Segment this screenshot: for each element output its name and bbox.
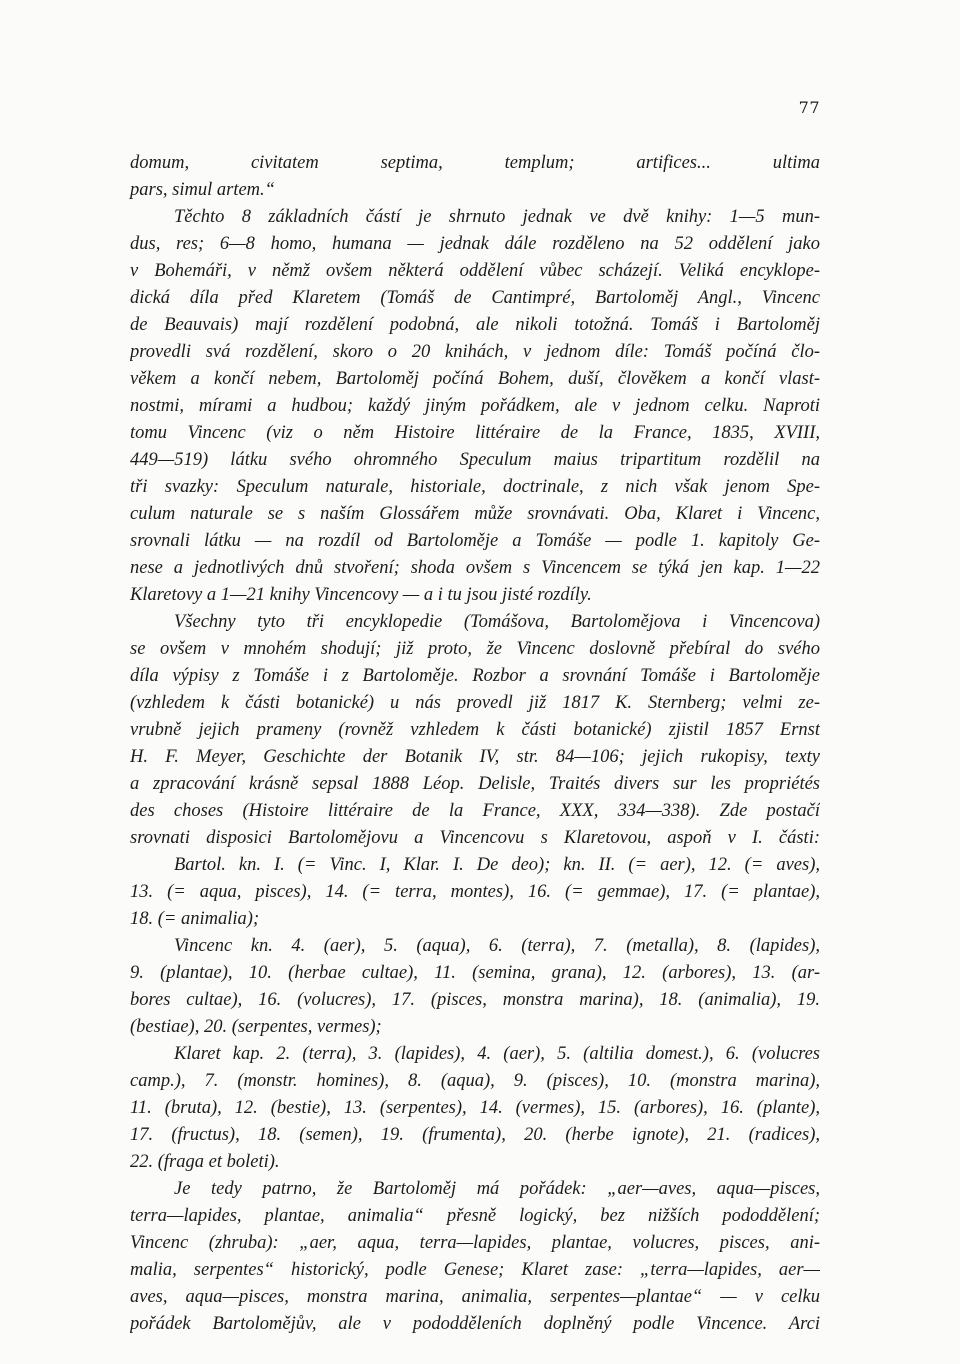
text-line: pořádek Bartolomějův, ale v pododděleních doplněný podle Vincence. Arci xyxy=(130,1314,820,1334)
text-line: 9. (plantae), 10. (herbae cultae), 11. (semina, grana), 12. (arbores), 13. (ar- xyxy=(130,963,820,983)
text-line: Klaret kap. 2. (terra), 3. (lapides), 4. (aer), 5. (altilia domest.), 6. (volucres xyxy=(174,1044,820,1064)
text-line: srovnali látku — na rozdíl od Bartoloměje a Tomáše — podle 1. kapitoly Ge- xyxy=(130,531,820,551)
page-number: 77 xyxy=(798,98,820,117)
text-line: 13. (= aqua, pisces), 14. (= terra, montes), 16. (= gemmae), 17. (= plantae), xyxy=(130,882,820,902)
text-line: des choses (Histoire littéraire de la France, XXX, 334—338). Zde postačí xyxy=(130,801,820,821)
text-line: de Beauvais) mají rozdělení podobná, ale nikoli totožná. Tomáš i Bartoloměj xyxy=(130,315,820,335)
text-line: terra—lapides, plantae, animalia“ přesně logický, bez nižších pododdělení; xyxy=(130,1206,820,1226)
text-line: se ovšem v mnohém shodují; již proto, že Vincenc doslovně přebíral do svého xyxy=(130,639,820,659)
text-line: (vzhledem k části botanické) u nás provedl již 1817 K. Sternberg; velmi ze- xyxy=(130,693,820,713)
text-line: 449—519) látku svého ohromného Speculum maius tripartitum rozdělil na xyxy=(130,450,820,470)
text-line: Bartol. kn. I. (= Vinc. I, Klar. I. De deo); kn. II. (= aer), 12. (= aves), xyxy=(174,855,820,875)
text-line: pars, simul artem.“ xyxy=(130,180,275,200)
text-line: Těchto 8 základních částí je shrnuto jednak ve dvě knihy: 1—5 mun- xyxy=(174,207,820,227)
text-line: nese a jednotlivých dnů stvoření; shoda ovšem s Vincencem se týká jen kap. 1—22 xyxy=(130,558,820,578)
text-line: culum naturale se s naším Glossářem může srovnávati. Oba, Klaret i Vincenc, xyxy=(130,504,820,524)
text-line: H. F. Meyer, Geschichte der Botanik IV, str. 84—106; jejich rukopisy, texty xyxy=(130,747,820,767)
text-line: 11. (bruta), 12. (bestie), 13. (serpentes), 14. (vermes), 15. (arbores), 16. (plante), xyxy=(130,1098,820,1118)
text-line: srovnati disposici Bartolomějovu a Vincencovu s Klaretovou, aspoň v I. části: xyxy=(130,828,820,848)
text-line: vrubně jejich prameny (rovněž vzhledem k části botanické) zjistil 1857 Ernst xyxy=(130,720,820,740)
text-line: dus, res; 6—8 homo, humana — jednak dále rozděleno na 52 oddělení jako xyxy=(130,234,820,254)
text-line: domum, civitatem septima, templum; artifices... ultima xyxy=(130,153,820,173)
text-line: Vincenc kn. 4. (aer), 5. (aqua), 6. (terra), 7. (metalla), 8. (lapides), xyxy=(174,936,820,956)
text-line: dická díla před Klaretem (Tomáš de Cantimpré, Bartoloměj Angl., Vincenc xyxy=(130,288,820,308)
text-line: díla výpisy z Tomáše i z Bartoloměje. Rozbor a srovnání Tomáše i Bartoloměje xyxy=(130,666,820,686)
text-line: nostmi, mírami a hudbou; každý jiným pořádkem, ale v jednom celku. Naproti xyxy=(130,396,820,416)
body-text xyxy=(130,150,820,1338)
text-line: (bestiae), 20. (serpentes, vermes); xyxy=(130,1017,382,1037)
text-line: Všechny tyto tři encyklopedie (Tomášova, Bartolomějova i Vincencova) xyxy=(174,612,820,632)
text-line: tři svazky: Speculum naturale, historiale, doctrinale, z nich však jenom Spe- xyxy=(130,477,820,497)
text-line: Je tedy patrno, že Bartoloměj má pořádek: „aer—aves, aqua—pisces, xyxy=(174,1179,820,1199)
text-line: aves, aqua—pisces, monstra marina, animalia, serpentes—plantae“ — v celku xyxy=(130,1287,820,1307)
text-line: Klaretovy a 1—21 knihy Vincencovy — a i tu jsou jisté rozdíly. xyxy=(130,585,592,605)
text-line: tomu Vincenc (viz o něm Histoire littéraire de la France, 1835, XVIII, xyxy=(130,423,820,443)
text-line: 18. (= animalia); xyxy=(130,909,260,929)
text-line: bores cultae), 16. (volucres), 17. (pisces, monstra marina), 18. (animalia), 19. xyxy=(130,990,820,1010)
text-line: provedli svá rozdělení, skoro o 20 knihách, v jednom díle: Tomáš počíná člo- xyxy=(130,342,820,362)
text-line: 22. (fraga et boleti). xyxy=(130,1152,280,1172)
text-line: věkem a končí nebem, Bartoloměj počíná Bohem, duší, člověkem a končí vlast- xyxy=(130,369,820,389)
text-line: 17. (fructus), 18. (semen), 19. (frumenta), 20. (herbe ignote), 21. (radices), xyxy=(130,1125,820,1145)
text-line: camp.), 7. (monstr. homines), 8. (aqua), 9. (pisces), 10. (monstra marina), xyxy=(130,1071,820,1091)
text-line: a zpracování krásně sepsal 1888 Léop. Delisle, Traités divers sur les propriétés xyxy=(130,774,820,794)
text-line: v Bohemáři, v němž ovšem některá oddělení vůbec scházejí. Veliká encyklope- xyxy=(130,261,820,281)
text-line: Vincenc (zhruba): „aer, aqua, terra—lapides, plantae, volucres, pisces, ani- xyxy=(130,1233,820,1253)
text-line: malia, serpentes“ historický, podle Genese; Klaret zase: „terra—lapides, aer— xyxy=(130,1260,820,1280)
